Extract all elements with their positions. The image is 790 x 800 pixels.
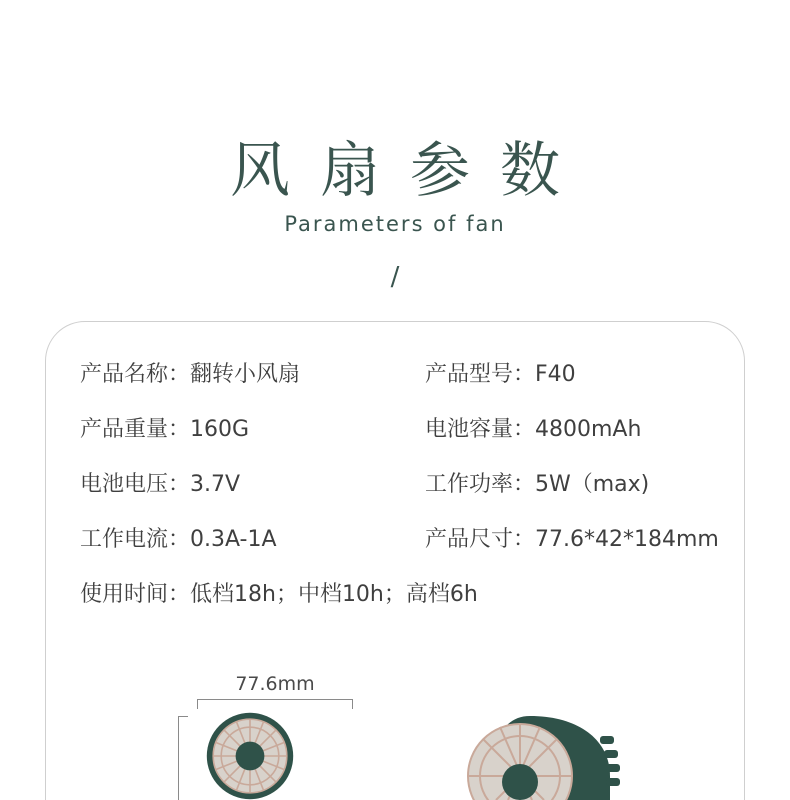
fan-side-view-illustration xyxy=(460,716,620,800)
title-chinese: 风扇参数 xyxy=(230,136,590,206)
spec-product-name: 产品名称：翻转小风扇 xyxy=(80,362,301,387)
spec-battery-capacity: 电池容量：4800mAh xyxy=(425,417,642,442)
spec-battery-voltage: 电池电压：3.7V xyxy=(80,472,241,497)
dimension-width-bar xyxy=(197,699,353,709)
fan-front-view-illustration xyxy=(195,712,305,800)
title-english: Parameters of fan xyxy=(284,212,506,236)
spec-product-weight: 产品重量：160G xyxy=(80,417,250,442)
dimension-height-bar xyxy=(178,716,188,800)
spec-working-power: 工作功率：5W（max) xyxy=(425,472,650,497)
dimension-width-label: 77.6mm xyxy=(235,673,315,695)
fan-side-hub xyxy=(502,764,538,800)
spec-product-size: 产品尺寸：77.6*42*184mm xyxy=(425,527,719,552)
spec-working-current: 工作电流：0.3A-1A xyxy=(80,527,277,552)
spec-product-model: 产品型号：F40 xyxy=(425,362,576,387)
spec-usage-time: 使用时间：低档18h；中档10h；高档6h xyxy=(80,582,478,607)
spec-card xyxy=(45,321,745,800)
title-divider: / xyxy=(390,262,400,292)
fan-front-hub xyxy=(236,742,265,771)
